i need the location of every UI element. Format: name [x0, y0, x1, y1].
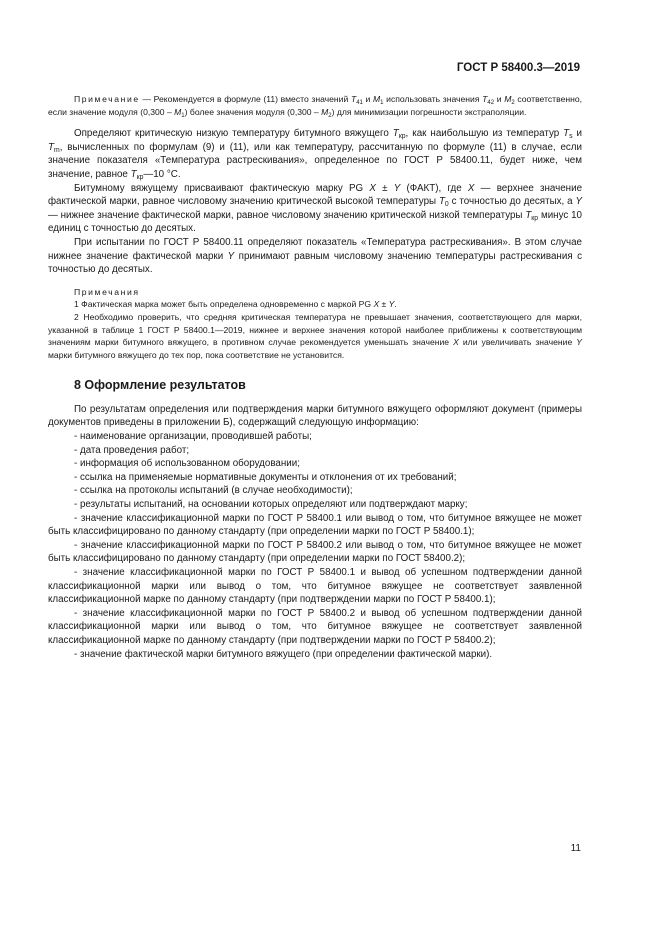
list-item: - значение классификационной марки по ГОСТ Р 58400.1 или вывод о том, что битумное вяжущее не может быть классифицировано по данному стандарту (при определении марки по ГОСТ Р 58400.1); — [48, 512, 582, 538]
list-item: - ссылка на протоколы испытаний (в случае необходимости); — [74, 485, 353, 497]
list-item: - дата проведения работ; — [74, 444, 190, 456]
list-item: - ссылка на применяемые нормативные документы и отклонения от их требований; — [74, 471, 457, 483]
paragraph-actual-grade: Битумному вяжущему присваивают фактическую марку PG X ± Y (ФАКТ), где X — верхнее значение фактической марки, равное числовому значению критической высокой температуры $T_0$ с точностью до десятых, а Y — нижнее значение фактической марки, равное числовому значению критической низкой температуры $T_{кр}$ минус 10 единиц с точностью до десятых. — [48, 182, 583, 235]
list-item: - информация об использованном оборудовании; — [74, 458, 300, 470]
note-item-1: 1 Фактическая марка может быть определена одновременно с маркой PG X ± Y. — [74, 299, 397, 310]
page-number: 11 — [570, 843, 581, 854]
results-info-list — [48, 430, 582, 661]
section-intro: По результатам определения или подтверждения марки битумного вяжущего оформляют документ (примеры документов приведены в приложении Б), содержащий следующую информацию: — [48, 403, 582, 429]
note-label: Примечание — [74, 94, 140, 104]
note-paragraph: Примечание — Рекомендуется в формуле (11) вместо значений $T_{41}$ и $M_1$ использовать значения $T_{42}$ и $M_2$ соответственно, если значение модуля $(0,300 - M_1)$ более значения модуля $(0,300 - M_2)$ для минимизации погрешности экстраполяции. — [48, 94, 583, 119]
note-item-2: 2 Необходимо проверить, что средняя критическая температура не превышает значения, соответствующего для марки, указанной в таблице 1 ГОСТ Р 58400.1—2019, нижнее и верхнее значения которой наиболее приближены к соответствующим значениям марки битумного вяжущего, в противном случае рекомендуется уменьшать значение X или увеличивать значение Y марки битумного вяжущего до тех пор, пока соответствие не установится. — [48, 311, 582, 360]
document-body — [48, 93, 582, 661]
section-title: 8 Оформление результатов — [74, 378, 246, 393]
paragraph-cracking-temp: При испытании по ГОСТ Р 58400.11 определяют показатель «Температура растрескивания». В этом случае нижнее значение фактической марки Y принимают равным числовому значению температуры растрескивания с точностью до десятых. — [48, 236, 582, 276]
notes-label: Примечания — [74, 286, 140, 297]
list-item: - значение классификационной марки по ГОСТ Р 58400.2 и вывод об успешном подтверждении данной классификационной марки или вывод о том, что битумное вяжущее не соответствует заявленной классификационной марке по данному стандарту (при подтверждении марки по ГОСТ Р 58400.2); — [48, 607, 582, 646]
list-item: - значение классификационной марки по ГОСТ Р 58400.1 и вывод об успешном подтверждении данной классификационной марки или вывод о том, что битумное вяжущее не соответствует заявленной классификационной марке по данному стандарту (при подтверждении марки по ГОСТ Р 58400.1); — [48, 567, 582, 606]
list-item: - результаты испытаний, на основании которых определяют или подтверждают марку; — [74, 499, 468, 511]
document-id-header: ГОСТ Р 58400.3—2019 — [456, 62, 580, 74]
list-item: - значение фактической марки битумного вяжущего (при определении фактической марки). — [74, 648, 493, 660]
list-item: - значение классификационной марки по ГОСТ Р 58400.2 или вывод о том, что битумное вяжущее не может быть классифицировано по данному стандарту (при определении марки по ГОСТ 58400.2); — [48, 539, 582, 565]
paragraph-critical-low-temp: Определяют критическую низкую температуру битумного вяжущего $T_{кр}$, как наибольшую из температур $T_s$ и $T_m$, вычисленных по формулам (9) и (11), или как температуру, рассчитанную по формуле (11) в случае, если значение показателя «Температура растрескивания», определенное по ГОСТ Р 58400.11, будет ниже, чем значение, равное $T_{кр}—10$ °С. — [48, 128, 583, 181]
list-item: - наименование организации, проводившей работы; — [74, 431, 312, 443]
